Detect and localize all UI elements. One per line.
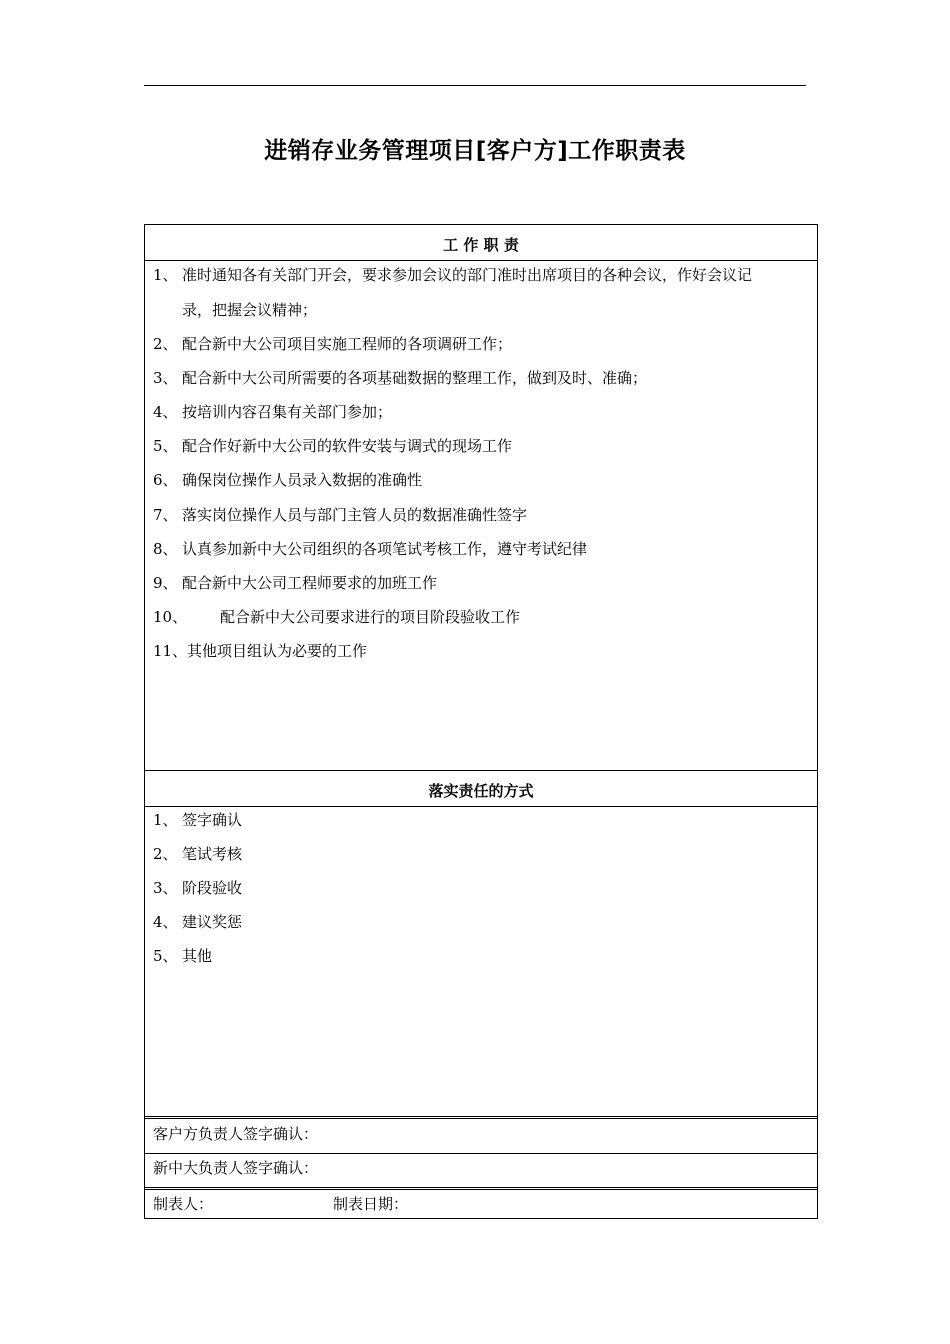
document-title: 进销存业务管理项目[客户方]工作职责表: [264, 138, 686, 164]
method-item-5: [153, 946, 212, 966]
item-number: 2、: [153, 335, 178, 353]
item-number: 4、: [153, 913, 178, 931]
divider: [145, 1116, 817, 1119]
duty-item-5: [153, 436, 512, 456]
duty-item-9: [153, 573, 437, 593]
item-text: 阶段验收: [182, 879, 243, 897]
preparer-label: 制表人：: [153, 1195, 214, 1213]
header-rule: [144, 85, 806, 86]
item-text: 认真参加新中大公司组织的各项笔试考核工作，遵守考试纪律: [182, 540, 588, 558]
duty-item-3: [153, 368, 647, 388]
duties-header: 工 作 职 责: [443, 236, 519, 254]
duty-item-7: [153, 505, 527, 525]
item-number: 2、: [153, 845, 178, 863]
item-number: 4、: [153, 403, 178, 421]
duty-item-1-continued: 录，把握会议精神；: [182, 301, 318, 319]
item-number: 6、: [153, 471, 178, 489]
item-text: 建议奖惩: [182, 913, 243, 931]
method-item-1: [153, 810, 242, 830]
divider: [145, 1187, 817, 1190]
item-number: 8、: [153, 540, 178, 558]
item-text: 落实岗位操作人员与部门主管人员的数据准确性签字: [182, 506, 528, 524]
duty-item-1: [153, 265, 752, 285]
duty-item-11: [153, 641, 367, 661]
item-number: 5、: [153, 947, 178, 965]
item-number: 3、: [153, 369, 178, 387]
item-number: 10、: [153, 608, 188, 626]
item-text: 签字确认: [182, 811, 243, 829]
item-text: 配合新中大公司所需要的各项基础数据的整理工作，做到及时、准确；: [182, 369, 648, 387]
item-number: 7、: [153, 506, 178, 524]
method-item-2: [153, 844, 242, 864]
item-number: 9、: [153, 574, 178, 592]
item-number: 3、: [153, 879, 178, 897]
date-label: 制表日期：: [333, 1195, 409, 1213]
item-text: 确保岗位操作人员录入数据的准确性: [182, 471, 423, 489]
duty-item-4: [153, 402, 392, 422]
item-number: 5、: [153, 437, 178, 455]
vendor-signature-label: 新中大负责人签字确认：: [153, 1159, 319, 1177]
item-number: 11、: [153, 642, 188, 660]
item-text: 按培训内容召集有关部门参加；: [182, 403, 393, 421]
divider: [145, 806, 817, 807]
duty-item-10: [153, 607, 520, 627]
divider: [145, 1153, 817, 1154]
item-text: 配合新中大公司工程师要求的加班工作: [182, 574, 438, 592]
item-number: 1、: [153, 811, 178, 829]
item-text: 配合新中大公司要求进行的项目阶段验收工作: [220, 608, 521, 626]
item-text: 其他: [182, 947, 213, 965]
item-number: 1、: [153, 266, 178, 284]
item-text: 配合新中大公司项目实施工程师的各项调研工作；: [182, 335, 513, 353]
method-item-4: [153, 912, 242, 932]
divider: [145, 260, 817, 261]
duty-item-8: [153, 539, 587, 559]
duty-item-2: [153, 334, 512, 354]
duty-item-6: [153, 470, 422, 490]
methods-header: 落实责任的方式: [428, 782, 534, 800]
method-item-3: [153, 878, 242, 898]
divider: [145, 770, 817, 771]
responsibility-table: [144, 224, 818, 1219]
item-text: 笔试考核: [182, 845, 243, 863]
item-text: 其他项目组认为必要的工作: [187, 642, 368, 660]
item-text: 准时通知各有关部门开会，要求参加会议的部门准时出席项目的各种会议，作好会议记: [182, 266, 753, 284]
client-signature-label: 客户方负责人签字确认：: [153, 1125, 319, 1143]
item-text: 配合作好新中大公司的软件安装与调式的现场工作: [182, 437, 513, 455]
